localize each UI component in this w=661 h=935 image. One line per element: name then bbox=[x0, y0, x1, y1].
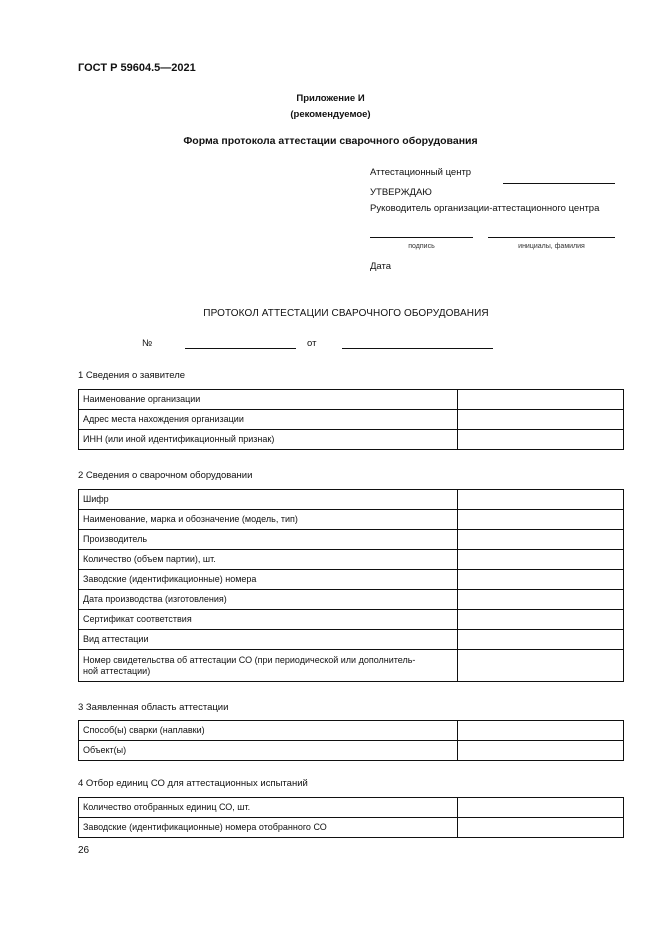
row-label: Заводские (идентификационные) номера отобранного СО bbox=[79, 818, 458, 838]
date-line bbox=[342, 348, 493, 349]
value-cell[interactable] bbox=[458, 610, 624, 630]
table-row bbox=[79, 530, 624, 550]
row-label: Количество отобранных единиц СО, шт. bbox=[79, 798, 458, 818]
table-row bbox=[79, 590, 624, 610]
signature-caption: подпись bbox=[408, 243, 435, 250]
row-label: Сертификат соответствия bbox=[79, 610, 458, 630]
value-cell[interactable] bbox=[458, 818, 624, 838]
table-row bbox=[79, 430, 624, 450]
applicant-table bbox=[78, 389, 624, 450]
row-label: Наименование, марка и обозначение (модель, тип) bbox=[79, 510, 458, 530]
row-label: Объект(ы) bbox=[79, 741, 458, 761]
equipment-table bbox=[78, 489, 624, 682]
value-cell[interactable] bbox=[458, 741, 624, 761]
value-cell[interactable] bbox=[458, 590, 624, 610]
name-caption: инициалы, фамилия bbox=[518, 243, 585, 250]
table-row bbox=[79, 798, 624, 818]
table-row bbox=[79, 510, 624, 530]
value-cell[interactable] bbox=[458, 410, 624, 430]
value-cell[interactable] bbox=[458, 530, 624, 550]
value-cell[interactable] bbox=[458, 510, 624, 530]
value-cell[interactable] bbox=[458, 570, 624, 590]
name-line bbox=[488, 237, 615, 238]
sampling-table bbox=[78, 797, 624, 838]
signature-line bbox=[370, 237, 473, 238]
page-number: 26 bbox=[78, 845, 90, 856]
standard-header: ГОСТ Р 59604.5—2021 bbox=[78, 62, 196, 74]
protocol-title: ПРОТОКОЛ АТТЕСТАЦИИ СВАРОЧНОГО ОБОРУДОВАНИЯ bbox=[203, 308, 489, 319]
value-cell[interactable] bbox=[458, 721, 624, 741]
value-cell[interactable] bbox=[458, 390, 624, 410]
table-row bbox=[79, 410, 624, 430]
table-row bbox=[79, 390, 624, 410]
row-label-line: ной аттестации) bbox=[83, 665, 151, 676]
value-cell[interactable] bbox=[458, 550, 624, 570]
row-label: Адрес места нахождения организации bbox=[79, 410, 458, 430]
section-title: 2 Сведения о сварочном оборудовании bbox=[78, 470, 253, 481]
table-row bbox=[79, 818, 624, 838]
row-label: Количество (объем партии), шт. bbox=[79, 550, 458, 570]
row-label: Дата производства (изготовления) bbox=[79, 590, 458, 610]
section-title: 3 Заявленная область аттестации bbox=[78, 702, 229, 713]
value-cell[interactable] bbox=[458, 650, 624, 682]
row-label: ИНН (или иной идентификационный признак) bbox=[79, 430, 458, 450]
date-label: Дата bbox=[370, 261, 392, 272]
table-row bbox=[79, 630, 624, 650]
annex-subtitle: (рекомендуемое) bbox=[290, 109, 371, 120]
table-row bbox=[79, 570, 624, 590]
row-label bbox=[79, 650, 458, 682]
row-label: Способ(ы) сварки (наплавки) bbox=[79, 721, 458, 741]
approve-label: УТВЕРЖДАЮ bbox=[370, 187, 432, 198]
center-label: Аттестационный центр bbox=[370, 167, 472, 178]
row-label: Производитель bbox=[79, 530, 458, 550]
table-row bbox=[79, 550, 624, 570]
table-row bbox=[79, 741, 624, 761]
number-line bbox=[185, 348, 296, 349]
table-row bbox=[79, 721, 624, 741]
table-row bbox=[79, 650, 624, 682]
number-label: № bbox=[142, 338, 153, 349]
value-cell[interactable] bbox=[458, 490, 624, 510]
section-title: 4 Отбор единиц СО для аттестационных испытаний bbox=[78, 778, 308, 789]
center-underline bbox=[503, 183, 615, 184]
row-label: Заводские (идентификационные) номера bbox=[79, 570, 458, 590]
form-title: Форма протокола аттестации сварочного оборудования bbox=[183, 135, 478, 147]
section-title: 1 Сведения о заявителе bbox=[78, 370, 186, 381]
row-label: Вид аттестации bbox=[79, 630, 458, 650]
from-label: от bbox=[307, 338, 317, 349]
row-label: Наименование организации bbox=[79, 390, 458, 410]
value-cell[interactable] bbox=[458, 430, 624, 450]
scope-table bbox=[78, 720, 624, 761]
annex-title: Приложение И bbox=[296, 93, 365, 104]
table-row bbox=[79, 610, 624, 630]
row-label-line: Номер свидетельства об аттестации СО (при периодической или дополнитель- bbox=[83, 654, 416, 665]
row-label: Шифр bbox=[79, 490, 458, 510]
table-row bbox=[79, 490, 624, 510]
head-label: Руководитель организации-аттестационного центра bbox=[370, 203, 600, 214]
value-cell[interactable] bbox=[458, 798, 624, 818]
value-cell[interactable] bbox=[458, 630, 624, 650]
